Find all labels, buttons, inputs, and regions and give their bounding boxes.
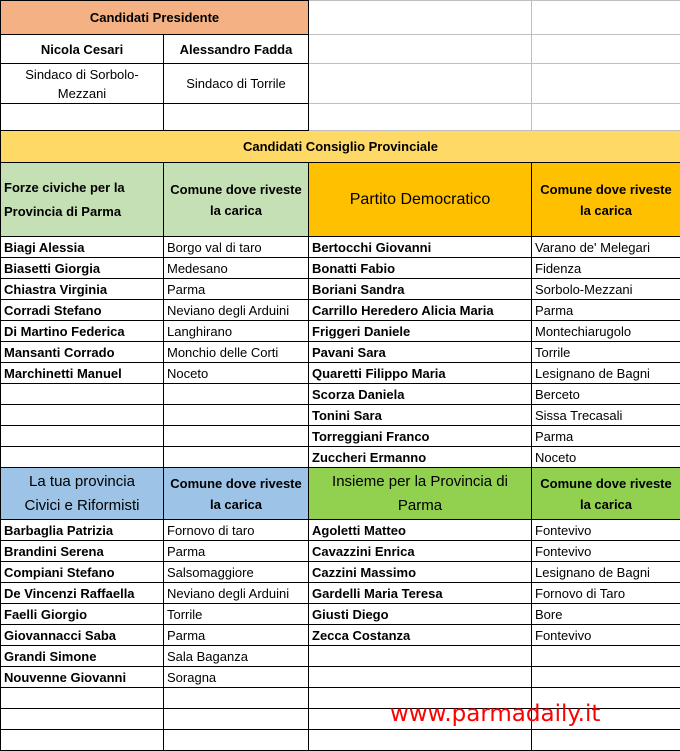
council-section-title: Candidati Consiglio Provinciale bbox=[1, 131, 680, 163]
list-header-line: La tua provincia bbox=[29, 472, 135, 490]
candidate-comune: Langhirano bbox=[164, 321, 309, 342]
empty-cell[interactable] bbox=[1, 384, 164, 405]
candidate-name: Carrillo Heredero Alicia Maria bbox=[309, 300, 532, 321]
empty-cell[interactable] bbox=[1, 426, 164, 447]
candidate-comune: Neviano degli Arduini bbox=[164, 583, 309, 604]
candidate-name: Cavazzini Enrica bbox=[309, 541, 532, 562]
candidate-comune: Lesignano de Bagni bbox=[532, 363, 680, 384]
empty-cell[interactable] bbox=[1, 405, 164, 426]
president-candidate-name: Nicola Cesari bbox=[1, 35, 164, 64]
candidate-name: Faelli Giorgio bbox=[1, 604, 164, 625]
candidate-comune: Torrile bbox=[532, 342, 680, 363]
candidate-name: Quaretti Filippo Maria bbox=[309, 363, 532, 384]
candidate-name: Giusti Diego bbox=[309, 604, 532, 625]
candidate-name: Giovannacci Saba bbox=[1, 625, 164, 646]
candidate-comune: Parma bbox=[164, 625, 309, 646]
candidate-name: Mansanti Corrado bbox=[1, 342, 164, 363]
empty-cell[interactable] bbox=[1, 447, 164, 468]
empty-cell[interactable] bbox=[164, 730, 309, 751]
candidate-comune: Parma bbox=[532, 426, 680, 447]
candidate-comune: Borgo val di taro bbox=[164, 237, 309, 258]
candidate-name: Tonini Sara bbox=[309, 405, 532, 426]
candidate-comune: Parma bbox=[164, 279, 309, 300]
candidate-comune: Varano de' Melegari bbox=[532, 237, 680, 258]
candidate-comune: Fidenza bbox=[532, 258, 680, 279]
candidate-name: Barbaglia Patrizia bbox=[1, 520, 164, 541]
president-candidate-role: Sindaco di Torrile bbox=[164, 64, 309, 104]
candidate-comune: Bore bbox=[532, 604, 680, 625]
candidate-comune: Sorbolo-Mezzani bbox=[532, 279, 680, 300]
empty-cell[interactable] bbox=[532, 646, 680, 667]
candidate-name: Biagi Alessia bbox=[1, 237, 164, 258]
empty-cell[interactable] bbox=[164, 104, 309, 131]
candidate-comune: Neviano degli Arduini bbox=[164, 300, 309, 321]
empty-cell[interactable] bbox=[1, 709, 164, 730]
empty-cell[interactable] bbox=[164, 447, 309, 468]
candidate-name: Cazzini Massimo bbox=[309, 562, 532, 583]
list-header-pd: Partito Democratico bbox=[309, 163, 532, 237]
empty-cell[interactable] bbox=[532, 35, 680, 64]
candidate-name: Di Martino Federica bbox=[1, 321, 164, 342]
empty-cell[interactable] bbox=[1, 688, 164, 709]
candidate-name: Scorza Daniela bbox=[309, 384, 532, 405]
candidate-comune: Monchio delle Corti bbox=[164, 342, 309, 363]
candidate-comune: Torrile bbox=[164, 604, 309, 625]
candidate-comune: Fornovo di Taro bbox=[532, 583, 680, 604]
list-header-line: Civici e Riformisti bbox=[24, 496, 140, 514]
empty-cell[interactable] bbox=[532, 64, 680, 104]
empty-cell[interactable] bbox=[532, 730, 680, 751]
candidate-name: Bonatti Fabio bbox=[309, 258, 532, 279]
candidate-comune: Fontevivo bbox=[532, 541, 680, 562]
candidate-comune: Fontevivo bbox=[532, 520, 680, 541]
candidate-comune: Lesignano de Bagni bbox=[532, 562, 680, 583]
empty-cell[interactable] bbox=[164, 426, 309, 447]
empty-cell[interactable] bbox=[309, 646, 532, 667]
empty-cell[interactable] bbox=[164, 709, 309, 730]
empty-cell[interactable] bbox=[532, 104, 680, 131]
empty-cell[interactable] bbox=[1, 730, 164, 751]
candidate-comune: Fontevivo bbox=[532, 625, 680, 646]
candidate-comune: Sala Baganza bbox=[164, 646, 309, 667]
candidate-comune: Soragna bbox=[164, 667, 309, 688]
candidate-comune: Montechiarugolo bbox=[532, 321, 680, 342]
candidate-name: Gardelli Maria Teresa bbox=[309, 583, 532, 604]
candidate-name: Bertocchi Giovanni bbox=[309, 237, 532, 258]
candidate-comune: Parma bbox=[532, 300, 680, 321]
comune-column-header: Comune dove riveste la carica bbox=[164, 468, 309, 520]
empty-cell[interactable] bbox=[164, 405, 309, 426]
empty-cell[interactable] bbox=[309, 104, 532, 131]
candidate-name: Pavani Sara bbox=[309, 342, 532, 363]
candidate-comune: Noceto bbox=[532, 447, 680, 468]
empty-cell[interactable] bbox=[309, 35, 532, 64]
candidate-name: Friggeri Daniele bbox=[309, 321, 532, 342]
president-section-title: Candidati Presidente bbox=[1, 1, 309, 35]
candidate-comune: Noceto bbox=[164, 363, 309, 384]
candidate-name: Marchinetti Manuel bbox=[1, 363, 164, 384]
candidate-name: Zecca Costanza bbox=[309, 625, 532, 646]
president-candidate-role: Sindaco di Sorbolo-Mezzani bbox=[1, 64, 164, 104]
empty-cell[interactable] bbox=[1, 104, 164, 131]
comune-column-header: Comune dove riveste la carica bbox=[164, 163, 309, 237]
empty-cell[interactable] bbox=[532, 1, 680, 35]
empty-cell[interactable] bbox=[309, 1, 532, 35]
empty-cell[interactable] bbox=[164, 688, 309, 709]
candidate-name: Boriani Sandra bbox=[309, 279, 532, 300]
candidate-comune: Parma bbox=[164, 541, 309, 562]
candidate-name: Chiastra Virginia bbox=[1, 279, 164, 300]
empty-cell[interactable] bbox=[309, 64, 532, 104]
website-watermark: www.parmadaily.it bbox=[390, 701, 601, 727]
candidate-name: Grandi Simone bbox=[1, 646, 164, 667]
candidate-comune: Medesano bbox=[164, 258, 309, 279]
candidate-comune: Sissa Trecasali bbox=[532, 405, 680, 426]
candidate-name: De Vincenzi Raffaella bbox=[1, 583, 164, 604]
candidate-name: Nouvenne Giovanni bbox=[1, 667, 164, 688]
empty-cell[interactable] bbox=[164, 384, 309, 405]
empty-cell[interactable] bbox=[532, 667, 680, 688]
empty-cell[interactable] bbox=[309, 730, 532, 751]
list-header-tua-provincia bbox=[1, 468, 164, 520]
comune-column-header: Comune dove riveste la carica bbox=[532, 468, 680, 520]
candidate-name: Biasetti Giorgia bbox=[1, 258, 164, 279]
candidate-comune: Berceto bbox=[532, 384, 680, 405]
candidate-comune: Salsomaggiore bbox=[164, 562, 309, 583]
candidate-name: Corradi Stefano bbox=[1, 300, 164, 321]
candidate-name: Brandini Serena bbox=[1, 541, 164, 562]
comune-column-header: Comune dove riveste la carica bbox=[532, 163, 680, 237]
candidate-name: Agoletti Matteo bbox=[309, 520, 532, 541]
president-candidate-name: Alessandro Fadda bbox=[164, 35, 309, 64]
list-header-forze-civiche: Forze civiche per la Provincia di Parma bbox=[1, 163, 164, 237]
candidate-comune: Fornovo di taro bbox=[164, 520, 309, 541]
candidate-name: Compiani Stefano bbox=[1, 562, 164, 583]
candidate-name: Zuccheri Ermanno bbox=[309, 447, 532, 468]
list-header-insieme: Insieme per la Provincia di Parma bbox=[309, 468, 532, 520]
candidate-name: Torreggiani Franco bbox=[309, 426, 532, 447]
empty-cell[interactable] bbox=[309, 667, 532, 688]
